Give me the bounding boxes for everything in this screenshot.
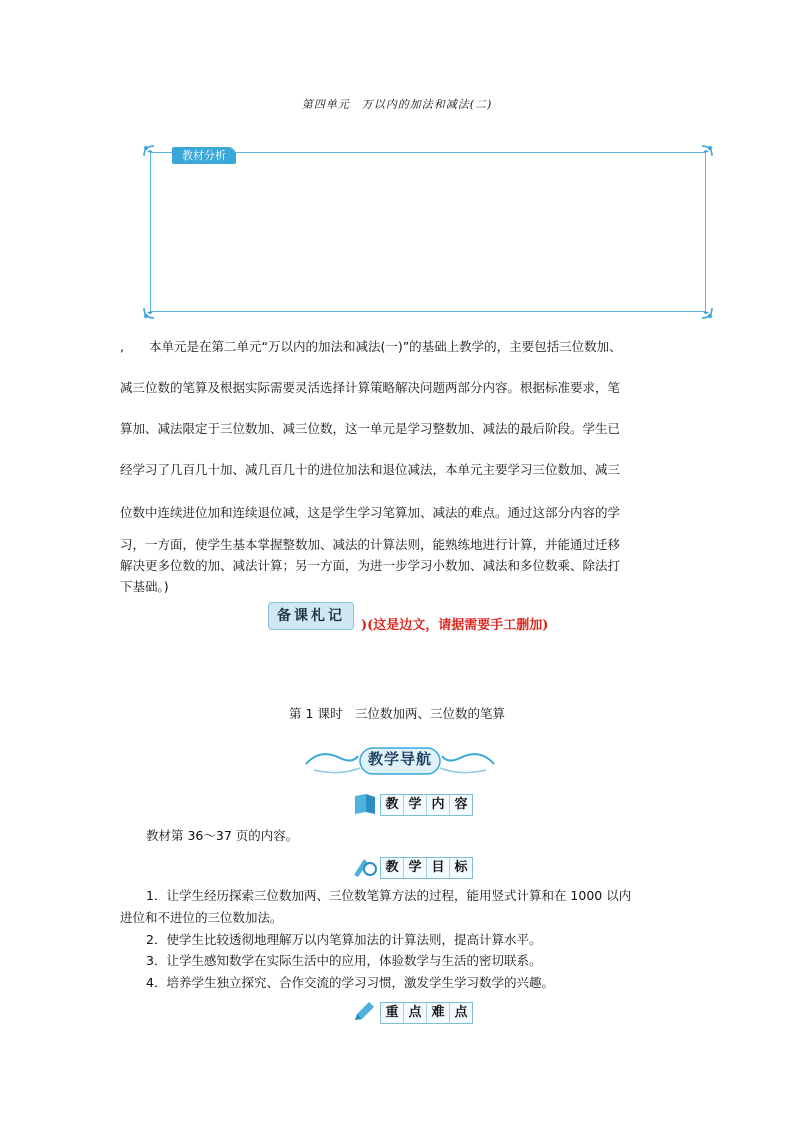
label-char: 标 [454, 860, 468, 875]
paragraph-line: , 本单元是在第二单元“万以内的加法和减法(一)”的基础上教学的，主要包括三位数加、 [120, 339, 622, 354]
corner-ornament-icon [140, 142, 162, 164]
goal-item: 3．让学生感知数学在实际生活中的应用，体验数学与生活的密切联系。 [146, 953, 542, 968]
section-label-content [380, 794, 473, 816]
paragraph-line: 算加、减法限定于三位数加、减三位数，这一单元是学习整数加、减法的最后阶段。学生已 [120, 421, 621, 436]
goal-item: 进位和不进位的三位数加法。 [120, 910, 283, 925]
corner-ornament-icon [140, 300, 162, 322]
paragraph-line: 位数中连续进位加和连续退位减，这是学生学习笔算加、减法的难点。通过这部分内容的学 [120, 505, 621, 520]
goal-item: 1．让学生经历探索三位数加两、三位数笔算方法的过程，能用竖式计算和在 1000 以内 [146, 888, 632, 903]
goal-item: 4．培养学生独立探究、合作交流的学习习惯，激发学生学习数学的兴趣。 [146, 975, 554, 990]
section-label-goals [380, 857, 473, 879]
label-char: 学 [404, 795, 427, 815]
pencil-icon [352, 1000, 378, 1024]
goal-item: 2．使学生比较透彻地理解万以内笔算加法的计算法则，提高计算水平。 [146, 932, 542, 947]
corner-ornament-icon [694, 300, 716, 322]
paragraph-line: 解决更多位数的加、减法计算；另一方面，为进一步学习小数加、减法和多位数乘、除法打 [120, 558, 621, 573]
note-badge: 备课札记 [268, 602, 354, 630]
book-icon [352, 792, 378, 816]
unit-title: 第四单元 万以内的加法和减法(二) [301, 98, 493, 111]
label-char: 难 [427, 1003, 450, 1023]
note-margin-text: )(这是边文，请据需要手工删加) [361, 618, 549, 633]
content-text: 教材第 36～37 页的内容。 [146, 828, 299, 843]
label-char: 点 [454, 1005, 468, 1020]
paragraph-line: 经学习了几百几十加、减几百几十的进位加法和退位减法，本单元主要学习三位数加、减三 [120, 462, 621, 477]
paragraph-line: 减三位数的笔算及根据实际需要灵活选择计算策略解决问题两部分内容。根据标准要求，笔 [120, 380, 621, 395]
label-char: 容 [454, 797, 468, 812]
section-label-key [380, 1002, 473, 1024]
label-char: 教 [381, 858, 404, 878]
lesson-title: 第 1 课时 三位数加两、三位数的笔算 [289, 706, 505, 721]
label-char: 目 [427, 858, 450, 878]
paragraph-line: 习，一方面，使学生基本掌握整数加、减法的计算法则，能熟练地进行计算，并能通过迁移 [120, 537, 621, 552]
analysis-tag: 教材分析 [172, 147, 236, 164]
label-char: 重 [381, 1003, 404, 1023]
target-icon [352, 855, 378, 879]
nav-title: 教学导航 [367, 750, 432, 768]
label-char: 教 [381, 795, 404, 815]
label-char: 学 [404, 858, 427, 878]
analysis-frame [150, 152, 706, 312]
label-char: 点 [404, 1003, 427, 1023]
label-char: 内 [427, 795, 450, 815]
corner-ornament-icon [694, 142, 716, 164]
paragraph-line: 下基础。) [120, 579, 169, 594]
